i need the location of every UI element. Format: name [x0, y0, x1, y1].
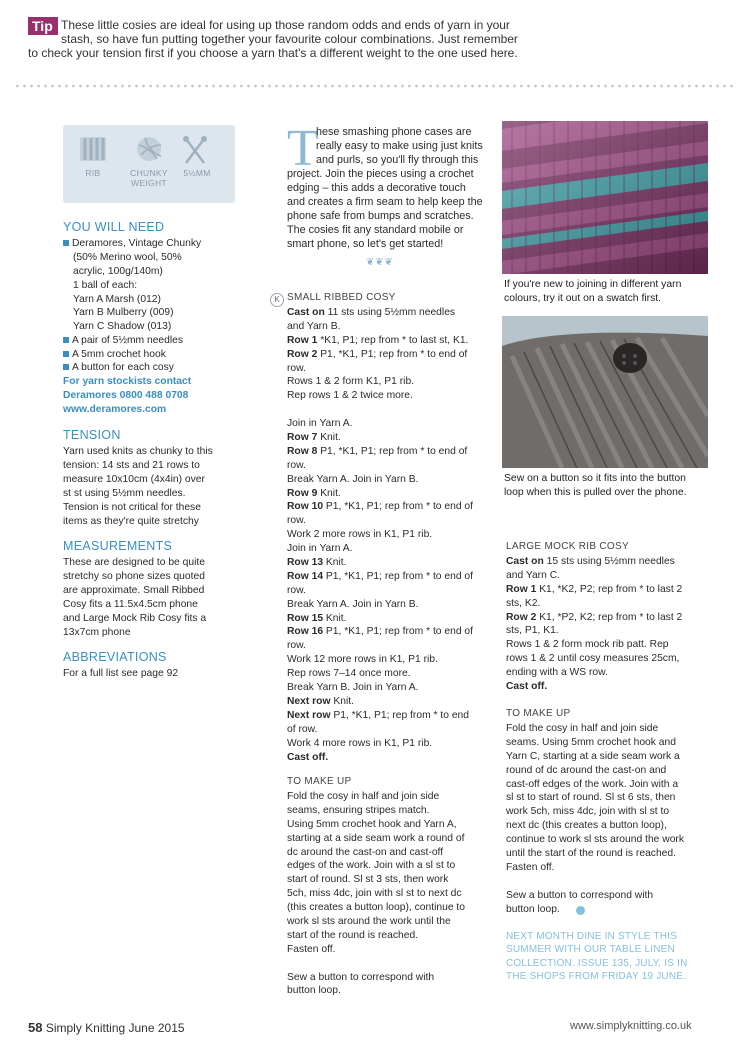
knit-symbol-badge: K [270, 293, 284, 307]
pattern-line-text: Rep rows 7–14 once more. [287, 668, 411, 680]
pattern-line-text: Knit. [317, 432, 341, 444]
make-up-line: Sew a button to correspond with [506, 889, 654, 901]
make-up-line: start of round. Sl st 3 sts, then work [287, 874, 449, 886]
make-up-line: cast-off edges of the work. Join with a [506, 778, 679, 790]
pattern-line-text: row. [287, 362, 306, 374]
stockist-text: For yarn stockists contact [63, 376, 192, 387]
make-up-line: work sl sts around the work until the [287, 916, 451, 928]
caption-line: colours, try it out on a swatch first. [504, 292, 662, 304]
pattern-line-lead: Cast on [506, 556, 544, 567]
footer-website-link[interactable]: www.simplyknitting.co.uk [570, 1020, 692, 1032]
tension-line: Yarn used knits as chunky to this [63, 446, 213, 457]
pattern-line-text: Break Yarn A. Join in Yarn B. [287, 598, 419, 610]
tension-heading: TENSION [63, 428, 121, 442]
make-up-line [506, 875, 721, 889]
photo-caption-bottom [504, 472, 687, 500]
tension-line: tension: 14 sts and 21 rows to [63, 460, 200, 471]
end-dot-icon [576, 906, 585, 915]
make-up-line: (this creates a button loop), continue to [287, 902, 466, 914]
make-up-line: until the start of the round is reached. [506, 848, 676, 860]
pattern-line-lead: Row 1 [506, 583, 537, 595]
small-make-up-heading: TO MAKE UP [287, 776, 352, 787]
stockist-website-link[interactable]: www.deramores.com [63, 404, 167, 415]
pattern-line [287, 528, 497, 542]
make-up-line: work 5ch, miss 4dc, join with sl st to [506, 806, 670, 818]
tension-line: items as they're quite stretchy [63, 516, 199, 527]
pattern-line-lead: Row 10 [287, 501, 324, 513]
intro-line: and creates a firm seam to help keep the [287, 196, 483, 208]
pattern-line-text: row. [287, 584, 306, 596]
pattern-line-lead: Cast on [287, 307, 325, 318]
pattern-line [287, 667, 497, 681]
pattern-line-text: 11 sts using 5½mm needles [324, 307, 456, 318]
pattern-line-text: sts, P1, K1. [506, 625, 559, 637]
pattern-line-text: Rows 1 & 2 form mock rib patt. Rep [506, 639, 669, 651]
info-label-rib: RIB [85, 168, 101, 178]
make-up-line: next dc (this creates a button loop), [506, 820, 667, 832]
info-label-weight: CHUNKY WEIGHT [130, 168, 168, 188]
pattern-line-text: sts, K2. [506, 597, 541, 609]
pattern-line-text: Break Yarn B. Join in Yarn A. [287, 682, 419, 694]
tip-line: stash, so have fun putting together your favourite colour combinations. Just remember [61, 32, 518, 46]
pattern-line-text: Knit. [330, 695, 354, 707]
make-up-line: Fold the cosy in half and join side [287, 791, 440, 802]
pattern-line-text: row. [287, 640, 306, 652]
make-up-line: sl st to start of round. Sl st 6 sts, then [506, 792, 676, 804]
tension-line: st st using 5½mm needles. [63, 488, 186, 499]
pattern-line [287, 487, 497, 501]
make-up-line: starting at a side seam work a round of [287, 832, 465, 844]
list-item: A 5mm crochet hook [63, 348, 166, 362]
pattern-line-text: P1, *K1, P1; rep from * to end of [323, 570, 474, 582]
next-month-teaser [506, 930, 688, 984]
list-item-cont: 1 ball of each: [73, 280, 138, 291]
pattern-line [287, 584, 497, 598]
pattern-line-lead: Row 2 [506, 611, 537, 623]
pattern-line-lead: Row 14 [287, 570, 324, 582]
abbreviations-heading: ABBREVIATIONS [63, 650, 167, 664]
pattern-line-text: ending with a WS row. [506, 667, 608, 679]
make-up-line: round of dc around the cast-on and [506, 764, 667, 776]
pattern-line-lead: Row 9 [287, 487, 318, 499]
large-make-up-text [506, 722, 721, 916]
pattern-line [287, 598, 497, 612]
pattern-line [287, 625, 497, 639]
drop-cap: T [287, 120, 319, 177]
pattern-line-lead: Row 2 [287, 348, 318, 360]
photo-caption-top [504, 278, 681, 306]
pattern-line [287, 681, 497, 695]
pattern-line-text: P1, *K1, P1; rep from * to end [330, 709, 470, 721]
pattern-line-text: Knit. [317, 487, 341, 499]
you-will-need-heading: YOU WILL NEED [63, 220, 165, 234]
pattern-line-lead: Row 16 [287, 626, 324, 638]
pattern-line [287, 737, 497, 751]
measurements-line: and Large Mock Rib Cosy fits a [63, 613, 207, 624]
pattern-line [287, 362, 497, 376]
tip-line: These little cosies are ideal for using up those random odds and ends of yarn in your [61, 18, 510, 32]
caption-line: loop when this is pulled over the phone. [504, 486, 687, 498]
intro-line: smart phone, so let's get started! [287, 238, 444, 250]
pattern-line-text: Rows 1 & 2 form K1, P1 rib. [287, 376, 415, 388]
measurements-heading: MEASUREMENTS [63, 539, 173, 553]
pattern-line [287, 417, 497, 431]
make-up-line: edges of the work. Join with a sl st to [287, 860, 456, 872]
measurements-line: stretchy so phone sizes quoted [63, 571, 205, 582]
make-up-line: button loop. [287, 985, 341, 997]
large-make-up-heading: TO MAKE UP [506, 708, 571, 719]
pattern-line-text: and Yarn C. [506, 569, 560, 581]
caption-line: If you're new to joining in different yarn [504, 279, 682, 290]
pattern-line [287, 375, 497, 389]
measurements-line: These are designed to be quite [63, 557, 205, 568]
pattern-line-lead: Row 8 [287, 445, 318, 457]
make-up-line [287, 957, 502, 971]
pattern-line [287, 320, 497, 334]
striped-swatch-photo [502, 121, 708, 274]
pattern-line-lead: Cast off. [287, 751, 329, 763]
pattern-line-text: 15 sts using 5½mm needles [543, 556, 675, 567]
pattern-line-text: Rep rows 1 & 2 twice more. [287, 390, 413, 402]
pattern-line-text: row. [287, 515, 306, 527]
pattern-line [287, 459, 497, 473]
pattern-line [506, 666, 721, 680]
pattern-line [287, 403, 497, 417]
pattern-line-text: K1, *P2, K2; rep from * to last 2 [536, 611, 683, 623]
pattern-line-text: Knit. [323, 612, 347, 624]
pattern-line-lead: Next row [287, 695, 331, 707]
button-cosy-photo [502, 316, 708, 468]
pattern-line-text: Join in Yarn A. [287, 543, 353, 555]
pattern-line [506, 597, 721, 611]
list-item-cont: acrylic, 100g/140m) [73, 266, 163, 277]
pattern-line [506, 638, 721, 652]
intro-line: The cosies fit any standard mobile or [287, 224, 464, 236]
small-cosy-instructions [287, 306, 497, 764]
make-up-line: Sew a button to correspond with [287, 971, 435, 983]
measurements-line: are approximate. Small Ribbed [63, 585, 205, 596]
yarn-b: Yarn B Mulberry (009) [73, 307, 174, 318]
footer-left [28, 1020, 185, 1035]
small-make-up-text [287, 790, 502, 998]
pattern-line-lead: Cast off. [506, 681, 548, 693]
tip-badge: Tip [28, 17, 58, 35]
pattern-line [287, 306, 497, 320]
pattern-line-text: Work 12 more rows in K1, P1 rib. [287, 654, 438, 666]
pattern-line-text: Work 2 more rows in K1, P1 rib. [287, 529, 433, 541]
list-item-cont: (50% Merino wool, 50% [73, 252, 182, 263]
pattern-line [287, 431, 497, 445]
make-up-line: Yarn C, starting at a side seam work a [506, 750, 680, 762]
pattern-line [287, 334, 497, 348]
caption-line: Sew on a button so it fits into the button [504, 473, 686, 484]
ornament-divider: ❦ ❦ ❦ [366, 257, 392, 268]
pattern-line-lead: Next row [287, 709, 331, 721]
pattern-line-text: of row. [287, 723, 318, 735]
teaser-line: COLLECTION. ISSUE 135, JULY, IS IN [506, 957, 688, 969]
pattern-line [287, 445, 497, 459]
pattern-line [506, 583, 721, 597]
pattern-line [506, 652, 721, 666]
teaser-line: NEXT MONTH DINE IN STYLE THIS [506, 931, 678, 942]
intro-line: hese smashing phone cases are [316, 126, 472, 138]
large-cosy-heading: LARGE MOCK RIB COSY [506, 541, 629, 552]
pattern-line-text: Knit. [323, 557, 347, 569]
pattern-line-lead: Row 13 [287, 557, 324, 569]
intro-line: really easy to make using just knits [316, 140, 483, 152]
pattern-line [287, 473, 497, 487]
make-up-line: seams. Using 5mm crochet hook and [506, 736, 676, 748]
intro-text [0, 0, 500, 260]
pattern-line [287, 514, 497, 528]
large-cosy-instructions [506, 555, 721, 694]
pattern-line-lead: Row 15 [287, 612, 324, 624]
yarn-a: Yarn A Marsh (012) [73, 294, 161, 305]
pattern-line [506, 624, 721, 638]
pattern-line-text: Break Yarn A. Join in Yarn B. [287, 473, 419, 485]
measurements-line: 13x7cm phone [63, 627, 131, 638]
pattern-line [287, 612, 497, 626]
make-up-line: 5ch, miss 4dc, join with sl st to next dc [287, 888, 462, 900]
pattern-line [287, 389, 497, 403]
make-up-line: dc around the cast-on and cast-off [287, 846, 444, 858]
make-up-line: start of the round is reached. [287, 929, 419, 941]
make-up-line: continue to work sl sts around the work [506, 834, 684, 846]
make-up-line: Using 5mm crochet hook and Yarn A, [287, 818, 457, 830]
teaser-line: SUMMER WITH OUR TABLE LINEN [506, 944, 675, 956]
list-item: Deramores, Vintage Chunky [63, 237, 201, 251]
abbreviations-text: For a full list see page 92 [63, 668, 179, 679]
pattern-line [287, 542, 497, 556]
pattern-line-lead: Row 7 [287, 432, 318, 444]
make-up-line: Fasten off. [506, 861, 555, 873]
pattern-line [287, 500, 497, 514]
yarn-c: Yarn C Shadow (013) [73, 321, 172, 332]
pattern-line-text: K1, *K2, P2; rep from * to last 2 [536, 583, 683, 595]
measurements-line: Cosy fits a 11.5x4.5cm phone [63, 599, 198, 610]
pattern-line [506, 569, 721, 583]
list-item: A pair of 5½mm needles [63, 334, 183, 348]
pattern-line-text: P1, *K1, P1; rep from * to end of [323, 626, 474, 638]
make-up-line: seams, ensuring stripes match. [287, 804, 430, 816]
pattern-line [287, 639, 497, 653]
small-cosy-heading: SMALL RIBBED COSY [287, 292, 396, 303]
tension-line: Tension is not critical for these [63, 502, 201, 513]
stockist-phone: Deramores 0800 488 0708 [63, 390, 189, 401]
pattern-line [287, 751, 497, 765]
pattern-line [506, 555, 721, 569]
page-number: 58 [28, 1020, 43, 1035]
pattern-line [287, 556, 497, 570]
intro-line: phone safe from bumps and scratches. [287, 210, 474, 222]
make-up-line: Fasten off. [287, 943, 336, 955]
tension-line: measure 10x10cm (4x4in) over [63, 474, 205, 485]
pattern-line [287, 653, 497, 667]
intro-line: project. Join the pieces using a crochet [287, 168, 474, 180]
pattern-line [506, 611, 721, 625]
list-item: A button for each cosy [63, 361, 174, 375]
pattern-line-text: and Yarn B. [287, 320, 341, 332]
intro-line: edging – this adds a decorative touch [287, 182, 466, 194]
pattern-line-text: P1, *K1, P1; rep from * to end of [317, 445, 468, 457]
pattern-line [506, 680, 721, 694]
teaser-line: THE SHOPS FROM FRIDAY 19 JUNE. [506, 971, 687, 983]
pattern-line-text: row. [287, 459, 306, 471]
pattern-line-text: rows 1 & 2 until cosy measures 25cm, [506, 653, 680, 665]
magazine-name: Simply Knitting June 2015 [45, 1021, 185, 1035]
pattern-line [287, 723, 497, 737]
pattern-line [287, 570, 497, 584]
pattern-line-text: P1, *K1, P1; rep from * to end of [317, 348, 468, 360]
pattern-line-text: Join in Yarn A. [287, 418, 353, 430]
pattern-line-text: *K1, P1; rep from * to last st, K1. [317, 334, 469, 346]
pattern-line [287, 709, 497, 723]
pattern-line-text: P1, *K1, P1; rep from * to end of [323, 501, 474, 513]
make-up-line: Fold the cosy in half and join side [506, 723, 659, 734]
pattern-line-lead: Row 1 [287, 334, 318, 346]
info-label-needle-size: 5½MM [183, 168, 211, 178]
pattern-line [287, 348, 497, 362]
intro-line: and purls, so you'll fly through this [316, 154, 479, 166]
pattern-line-text: Work 4 more rows in K1, P1 rib. [287, 737, 433, 749]
make-up-line: button loop. [506, 903, 560, 915]
pattern-line [287, 695, 497, 709]
tip-line: to check your tension first if you choose a yarn that's a different weight to the one used here. [28, 46, 518, 60]
